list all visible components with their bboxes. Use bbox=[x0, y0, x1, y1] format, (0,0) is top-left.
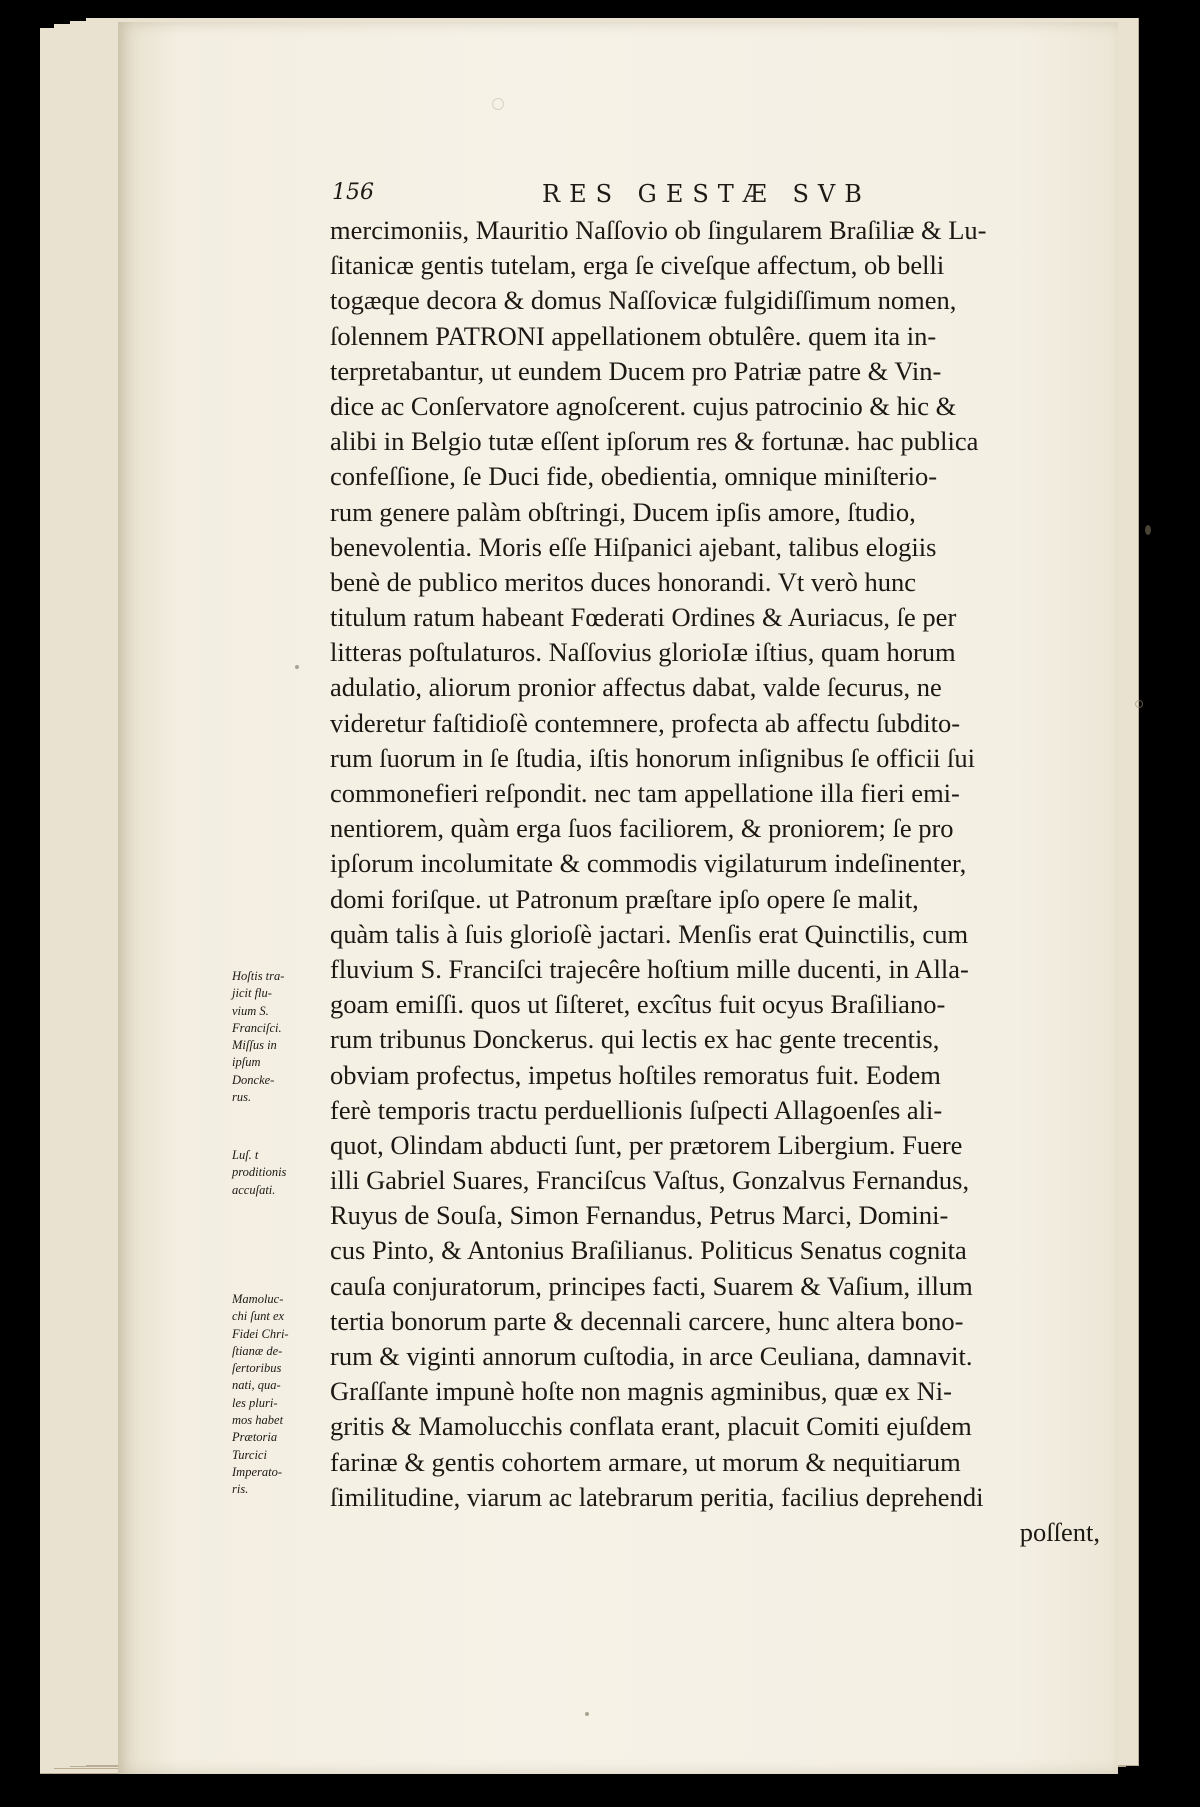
marginal-note-1 bbox=[232, 968, 322, 1106]
text-line: nentiorem, quàm erga ſuos faciliorem, & proniorem; ſe pro bbox=[330, 813, 954, 844]
note-line: Franciſci. bbox=[232, 1020, 282, 1035]
text-line: terpretabantur, ut eundem Ducem pro Patriæ patre & Vin- bbox=[330, 355, 942, 386]
text-line: illi Gabriel Suares, Franciſcus Vaſtus, Gonzalvus Fernandus, bbox=[330, 1165, 970, 1196]
text-line: obviam profectus, impetus hoſtiles remoratus fuit. Eodem bbox=[330, 1059, 941, 1090]
text-line: ferè temporis tractu perduellionis ſuſpecti Allagoenſes ali- bbox=[330, 1094, 943, 1125]
text-line: tertia bonorum parte & decennali carcere, hunc altera bono- bbox=[330, 1305, 964, 1336]
note-line: Turcici bbox=[232, 1447, 267, 1462]
text-line: togæque decora & domus Naſſovicæ fulgidiſſimum nomen, bbox=[330, 285, 957, 316]
text-line: ſolennem PATRONI appellationem obtulêre. quem ita in- bbox=[330, 320, 937, 351]
text-line: alibi in Belgio tutæ eſſent ipſorum res & fortunæ. hac publica bbox=[330, 426, 979, 457]
text-line: rum ſuorum in ſe ſtudia, iſtis honorum inſignibus ſe officii ſui bbox=[330, 742, 976, 773]
text-line: titulum ratum habeant Fœderati Ordines & Auriacus, ſe per bbox=[330, 602, 957, 633]
text-line: rum & viginti annorum cuſtodia, in arce Ceuliana, damnavit. bbox=[330, 1341, 973, 1371]
text-line: adulatio, aliorum pronior affectus dabat, valde ſecurus, ne bbox=[330, 672, 942, 703]
note-line: Fidei Chri- bbox=[232, 1326, 289, 1341]
main-text-block bbox=[330, 213, 1100, 1550]
note-line: ris. bbox=[232, 1482, 249, 1497]
text-line: gritis & Mamolucchis conflata erant, placuit Comiti ejuſdem bbox=[330, 1411, 972, 1442]
running-head bbox=[332, 180, 1096, 214]
note-line: nati, qua- bbox=[232, 1378, 281, 1393]
page-number: 156 bbox=[332, 180, 374, 205]
text-line: fluvium S. Franciſci trajecêre hoſtium mille ducenti, in Alla- bbox=[330, 953, 969, 984]
text-line: benè de publico meritos duces honorandi. Vt verò hunc bbox=[330, 566, 917, 597]
note-line: jicit flu- bbox=[232, 986, 272, 1001]
text-line: confeſſione, ſe Duci fide, obedientia, omnique miniſterio- bbox=[330, 461, 938, 492]
text-line: cauſa conjuratorum, principes facti, Suarem & Vaſium, illum bbox=[330, 1270, 973, 1301]
note-line: Hoſtis tra- bbox=[232, 969, 285, 983]
text-line: videretur faſtidioſè contemnere, profecta ab affectu ſubdito- bbox=[330, 707, 961, 738]
note-line: accuſati. bbox=[232, 1182, 276, 1197]
note-line: proditionis bbox=[232, 1165, 287, 1180]
running-title: RES GESTÆ SVB bbox=[542, 180, 871, 208]
text-line: dice ac Conſervatore agnoſcerent. cujus patrocinio & hic & bbox=[330, 390, 957, 421]
text-line: commonefieri reſpondit. nec tam appellatione illa fieri emi- bbox=[330, 778, 960, 808]
note-line: vium S. bbox=[232, 1003, 269, 1018]
note-line: Prætoria bbox=[232, 1430, 278, 1445]
text-line: ipſorum incolumitate & commodis vigilaturum indeſinenter, bbox=[330, 848, 967, 879]
note-line: Imperato- bbox=[232, 1464, 282, 1479]
text-line: ſitanicæ gentis tutelam, erga ſe civeſque affectum, ob belli bbox=[330, 250, 945, 281]
marginal-note-3 bbox=[232, 1291, 322, 1499]
text-line: domi foriſque. ut Patronum præſtare ipſo opere ſe malit, bbox=[330, 883, 919, 914]
note-line: mos habet bbox=[232, 1413, 284, 1428]
text-line: mercimoniis, Mauritio Naſſovio ob ſingularem Braſiliæ & Lu- bbox=[330, 215, 987, 245]
text-line: quot, Olindam abducti ſunt, per prætorem Libergium. Fuere bbox=[330, 1129, 963, 1160]
text-line: rum tribunus Donckerus. qui lectis ex hac gente trecentis, bbox=[330, 1024, 940, 1055]
text-line: rum genere palàm obſtringi, Ducem ipſis amore, ſtudio, bbox=[330, 496, 916, 527]
note-line: Doncke- bbox=[232, 1072, 275, 1087]
note-line: ſertoribus bbox=[232, 1361, 282, 1376]
note-line: ſtianæ de- bbox=[232, 1343, 283, 1358]
note-line: Luſ. t bbox=[232, 1148, 259, 1162]
text-line: ſimilitudine, viarum ac latebrarum peritia, facilius deprehendi bbox=[330, 1481, 984, 1512]
note-line: les pluri- bbox=[232, 1395, 278, 1410]
catchword: poſſent, bbox=[1019, 1516, 1100, 1547]
text-line: farinæ & gentis cohortem armare, ut morum & nequitiarum bbox=[330, 1446, 961, 1477]
text-line: Graſſante impunè hoſte non magnis agminibus, quæ ex Ni- bbox=[330, 1376, 952, 1407]
note-line: Mamoluc- bbox=[232, 1292, 284, 1306]
note-line: ipſum bbox=[232, 1055, 261, 1070]
text-line: goam emiſſi. quos ut ſiſteret, excîtus fuit ocyus Braſiliano- bbox=[330, 989, 946, 1020]
note-line: chi ſunt ex bbox=[232, 1309, 285, 1324]
note-line: rus. bbox=[232, 1090, 252, 1105]
text-line: quàm talis à ſuis glorioſè jactari. Menſis erat Quinctilis, cum bbox=[330, 918, 969, 949]
note-line: Miſſus in bbox=[232, 1038, 277, 1053]
text-line: cus Pinto, & Antonius Braſilianus. Politicus Senatus cognita bbox=[330, 1235, 967, 1266]
text-line: litteras poſtulaturos. Naſſovius glorioIæ iſtius, quam horum bbox=[330, 637, 956, 668]
text-line: benevolentia. Moris eſſe Hiſpanici ajebant, talibus elogiis bbox=[330, 531, 937, 562]
text-line: Ruyus de Souſa, Simon Fernandus, Petrus Marci, Domini- bbox=[330, 1200, 949, 1231]
marginal-note-2 bbox=[232, 1147, 322, 1199]
